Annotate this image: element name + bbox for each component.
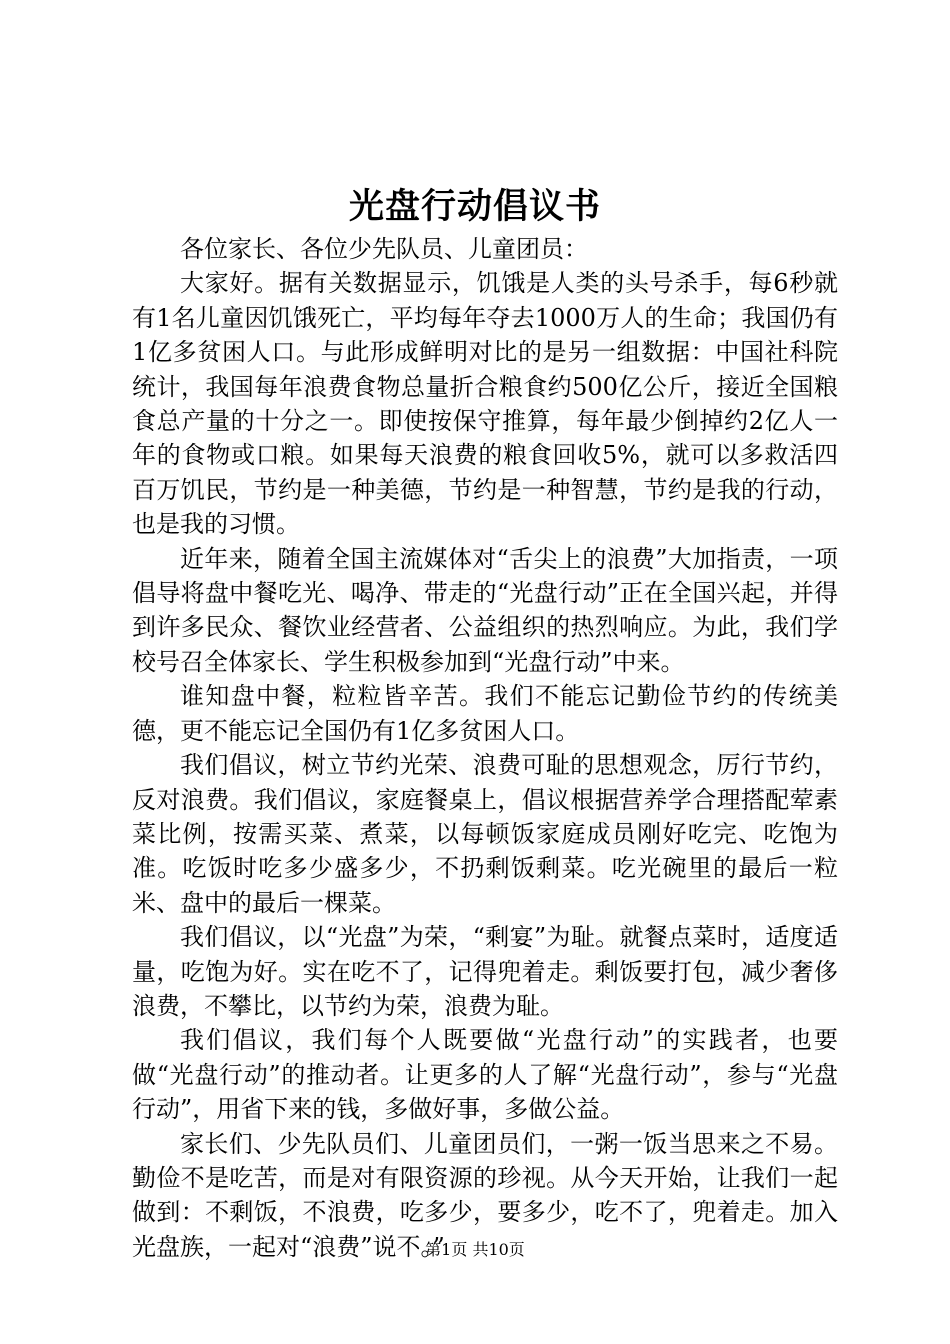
document-body: [132, 232, 838, 1264]
paragraph-3: 谁知盘中餐，粒粒皆辛苦。我们不能忘记勤俭节约的传统美德，更不能忘记全国仍有1亿多贫困人口。: [132, 682, 838, 745]
page-number-footer: 第1页 共10页: [425, 1240, 525, 1259]
paragraph-4: 我们倡议，树立节约光荣、浪费可耻的思想观念，厉行节约，反对浪费。我们倡议，家庭餐桌上，倡议根据营养学合理搭配荤素菜比例，按需买菜、煮菜，以每顿饭家庭成员刚好吃完、吃饱为准。吃饭时吃多少盛多少，不扔剩饭剩菜。吃光碗里的最后一粒米、盘中的最后一棵菜。: [132, 751, 838, 917]
paragraph-7: 家长们、少先队员们、儿童团员们，一粥一饭当思来之不易。勤俭不是吃苦，而是对有限资源的珍视。从今天开始，让我们一起做到：不剩饭，不浪费，吃多少，要多少，吃不了，兜着走。加入光盘族，一起对“浪费”说不。”: [132, 1129, 838, 1261]
paragraph-2: 近年来，随着全国主流媒体对“舌尖上的浪费”大加指责，一项倡导将盘中餐吃光、喝净、带走的“光盘行动”正在全国兴起，并得到许多民众、餐饮业经营者、公益组织的热烈响应。为此，我们学校号召全体家长、学生积极参加到“光盘行动”中来。: [132, 544, 838, 676]
salutation: 各位家长、各位少先队员、儿童团员：: [180, 235, 588, 263]
paragraph-6: 我们倡议，我们每个人既要做“光盘行动”的实践者，也要做“光盘行动”的推动者。让更多的人了解“光盘行动”，参与“光盘行动”，用省下来的钱，多做好事，多做公益。: [132, 1026, 838, 1124]
paragraph-1: 大家好。据有关数据显示，饥饿是人类的头号杀手，每6秒就有1名儿童因饥饿死亡，平均每年夺去1000万人的生命；我国仍有1亿多贫困人口。与此形成鲜明对比的是另一组数据：中国社科院统计，我国每年浪费食物总量折合粮食约500亿公斤，接近全国粮食总产量的十分之一。即使按保守推算，每年最少倒掉约2亿人一年的食物或口粮。如果每天浪费的粮食回收5%，就可以多救活四百万饥民，节约是一种美德，节约是一种智慧，节约是我的行动，也是我的习惯。: [132, 269, 838, 539]
paragraph-5: 我们倡议，以“光盘”为荣，“剩宴”为耻。就餐点菜时，适度适量，吃饱为好。实在吃不了，记得兜着走。剩饭要打包，减少奢侈浪费，不攀比，以节约为荣，浪费为耻。: [132, 923, 838, 1020]
document-title: 光盘行动倡议书: [348, 186, 601, 227]
